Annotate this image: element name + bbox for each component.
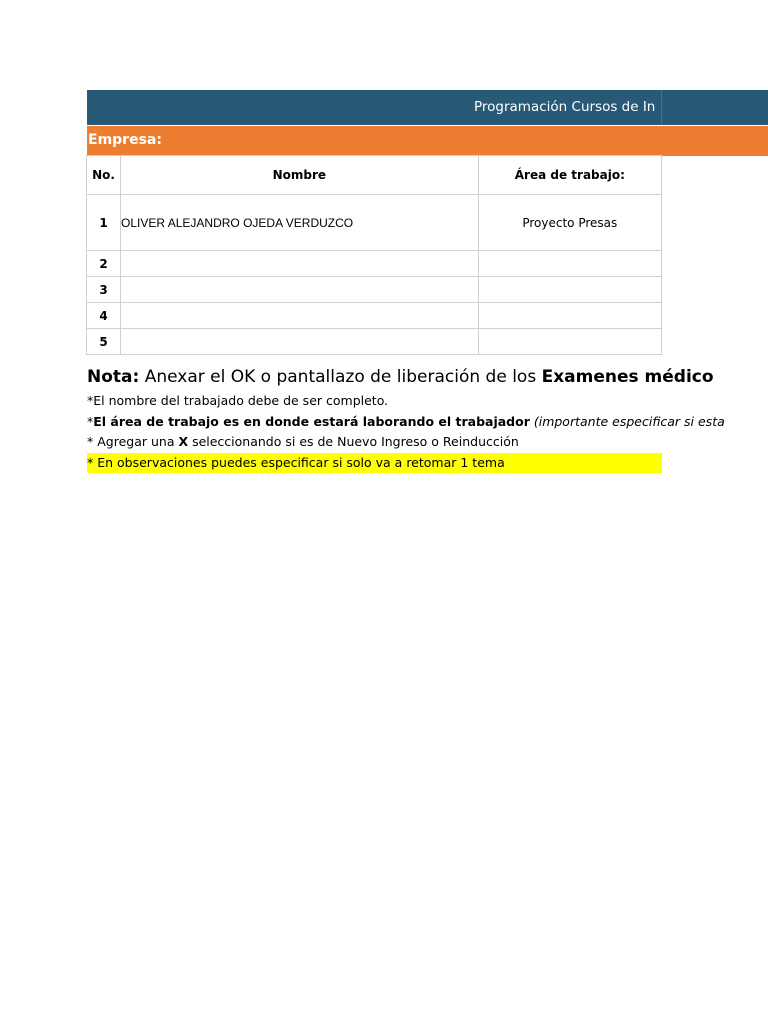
row-number: 4 — [87, 303, 121, 329]
name-cell[interactable] — [121, 277, 479, 303]
area-cell[interactable] — [478, 277, 661, 303]
name-cell[interactable]: OLIVER ALEJANDRO OJEDA VERDUZCO — [121, 195, 479, 251]
area-cell[interactable] — [478, 251, 661, 277]
note-main — [87, 364, 714, 391]
workers-table — [86, 155, 662, 355]
name-cell[interactable] — [121, 329, 479, 355]
note-line-2 — [87, 412, 725, 433]
row-number: 2 — [87, 251, 121, 277]
note-line-2-prefix: * — [87, 413, 94, 429]
note-line-3-prefix: * Agregar una — [87, 434, 179, 449]
company-label: Empresa: — [88, 132, 162, 148]
row-number: 3 — [87, 277, 121, 303]
notes-section — [87, 364, 725, 473]
table-row — [87, 251, 662, 277]
note-line-3-bold: X — [178, 434, 189, 449]
area-cell[interactable] — [478, 303, 661, 329]
note-line-3 — [87, 432, 662, 453]
row-number: 5 — [87, 329, 121, 355]
note-line-3-suffix: seleccionando si es de Nuevo Ingreso o Reinducción — [188, 434, 519, 449]
title-bar — [87, 90, 768, 125]
row-number: 1 — [87, 195, 121, 251]
note-line-1: *El nombre del trabajado debe de ser completo. — [87, 393, 389, 408]
note-main-text: Anexar el OK o pantallazo de liberación de los — [139, 367, 542, 387]
note-line-2-italic: (importante especificar si esta — [529, 413, 725, 429]
header-area: Área de trabajo: — [478, 156, 661, 195]
note-line-2-bold: El área de trabajo es en donde estará laborando el trabajador — [93, 413, 530, 429]
note-line-4-highlighted: * En observaciones puedes especificar si solo va a retomar 1 tema — [87, 453, 662, 473]
table-row — [87, 277, 662, 303]
note-main-bold: Examenes médico — [541, 367, 714, 387]
table-header-row — [87, 156, 662, 195]
area-cell[interactable]: Proyecto Presas — [478, 195, 661, 251]
header-name: Nombre — [121, 156, 479, 195]
sheet-title: Programación Cursos de In — [474, 99, 656, 115]
table-row — [87, 329, 662, 355]
table-row — [87, 195, 662, 251]
company-bar[interactable] — [87, 126, 768, 156]
name-cell[interactable] — [121, 303, 479, 329]
name-cell[interactable] — [121, 251, 479, 277]
table-row — [87, 303, 662, 329]
header-no: No. — [87, 156, 121, 195]
note-label: Nota: — [87, 367, 140, 387]
title-divider — [661, 90, 662, 125]
area-cell[interactable] — [478, 329, 661, 355]
